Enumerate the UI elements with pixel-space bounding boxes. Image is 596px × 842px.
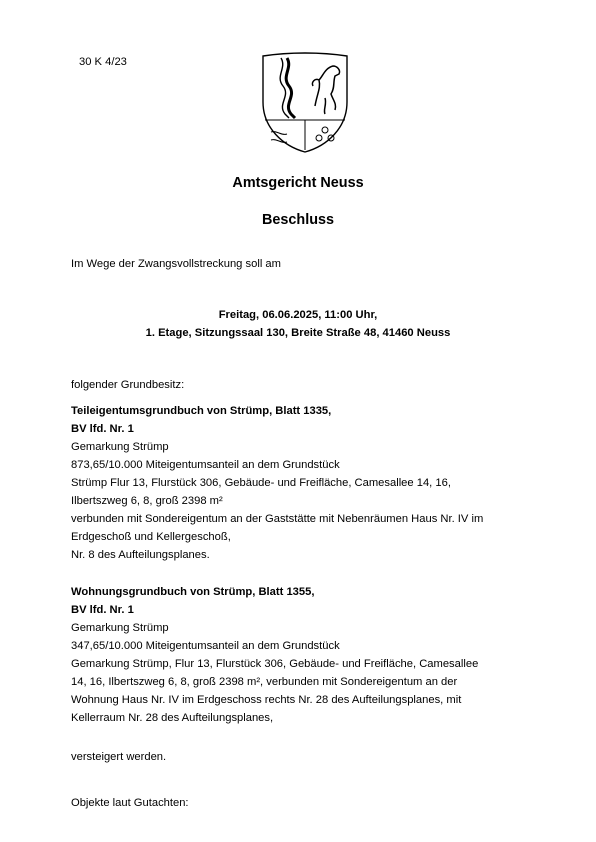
property1-bv: BV lfd. Nr. 1 <box>71 423 134 435</box>
property-intro: folgender Grundbesitz: <box>71 379 185 391</box>
property2-line: 347,65/10.000 Miteigentumsanteil an dem Grundstück <box>71 640 340 652</box>
hearing-date: Freitag, 06.06.2025, 11:00 Uhr, <box>218 309 378 321</box>
coat-of-arms-logo <box>259 50 351 154</box>
property1-line: Nr. 8 des Aufteilungsplanes. <box>71 549 210 561</box>
case-number: 30 K 4/23 <box>79 56 127 68</box>
property2-line: Kellerraum Nr. 28 des Aufteilungsplanes, <box>71 712 274 724</box>
objects-heading: Objekte laut Gutachten: <box>71 797 189 809</box>
intro-text: Im Wege der Zwangsvollstreckung soll am <box>71 258 281 270</box>
document-type: Beschluss <box>262 212 334 228</box>
hearing-place: 1. Etage, Sitzungssaal 130, Breite Straße 48, 41460 Neuss <box>145 327 451 339</box>
property1-line: Gemarkung Strümp <box>71 441 169 453</box>
property1-title: Teileigentumsgrundbuch von Strümp, Blatt 1335, <box>71 405 332 417</box>
court-name: Amtsgericht Neuss <box>232 175 364 191</box>
property1-line: Ilbertszweg 6, 8, groß 2398 m² <box>71 495 223 507</box>
property2-line: 14, 16, Ilbertszweg 6, 8, groß 2398 m², verbunden mit Sondereigentum an der <box>71 676 458 688</box>
property1-line: verbunden mit Sondereigentum an der Gaststätte mit Nebenräumen Haus Nr. IV im <box>71 513 484 525</box>
closing-text: versteigert werden. <box>71 751 167 763</box>
property1-line: 873,65/10.000 Miteigentumsanteil an dem Grundstück <box>71 459 340 471</box>
property1-line: Strümp Flur 13, Flurstück 306, Gebäude- und Freifläche, Camesallee 14, 16, <box>71 477 451 489</box>
property2-bv: BV lfd. Nr. 1 <box>71 604 134 616</box>
property2-line: Gemarkung Strümp, Flur 13, Flurstück 306, Gebäude- und Freifläche, Camesallee <box>71 658 479 670</box>
property1-line: Erdgeschoß und Kellergeschoß, <box>71 531 231 543</box>
property2-title: Wohnungsgrundbuch von Strümp, Blatt 1355, <box>71 586 315 598</box>
property2-line: Wohnung Haus Nr. IV im Erdgeschoss rechts Nr. 28 des Aufteilungsplanes, mit <box>71 694 462 706</box>
property2-line: Gemarkung Strümp <box>71 622 169 634</box>
